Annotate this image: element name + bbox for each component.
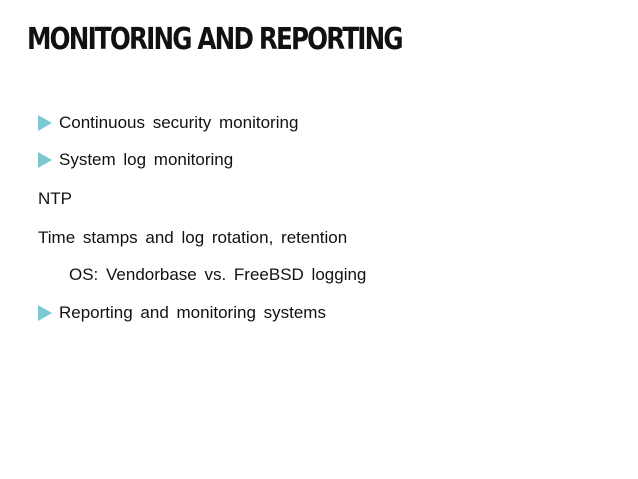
triangle-bullet-icon	[38, 305, 52, 321]
bullet-item	[38, 112, 298, 134]
line-text: OS: Vendorbase vs. FreeBSD logging	[69, 265, 367, 284]
line-text: NTP	[38, 189, 72, 208]
slide-title: MONITORING AND REPORTING	[27, 22, 402, 57]
bullet-text: Reporting and monitoring systems	[59, 303, 326, 322]
bullet-text: Continuous security monitoring	[59, 113, 299, 132]
bullet-item	[38, 302, 326, 324]
bullet-item	[38, 149, 233, 171]
triangle-bullet-icon	[38, 152, 52, 168]
indented-text-line	[69, 264, 366, 286]
text-line	[38, 188, 72, 210]
bullet-text: System log monitoring	[59, 150, 234, 169]
triangle-bullet-icon	[38, 115, 52, 131]
text-line	[38, 227, 347, 249]
line-text: Time stamps and log rotation, retention	[38, 228, 348, 247]
